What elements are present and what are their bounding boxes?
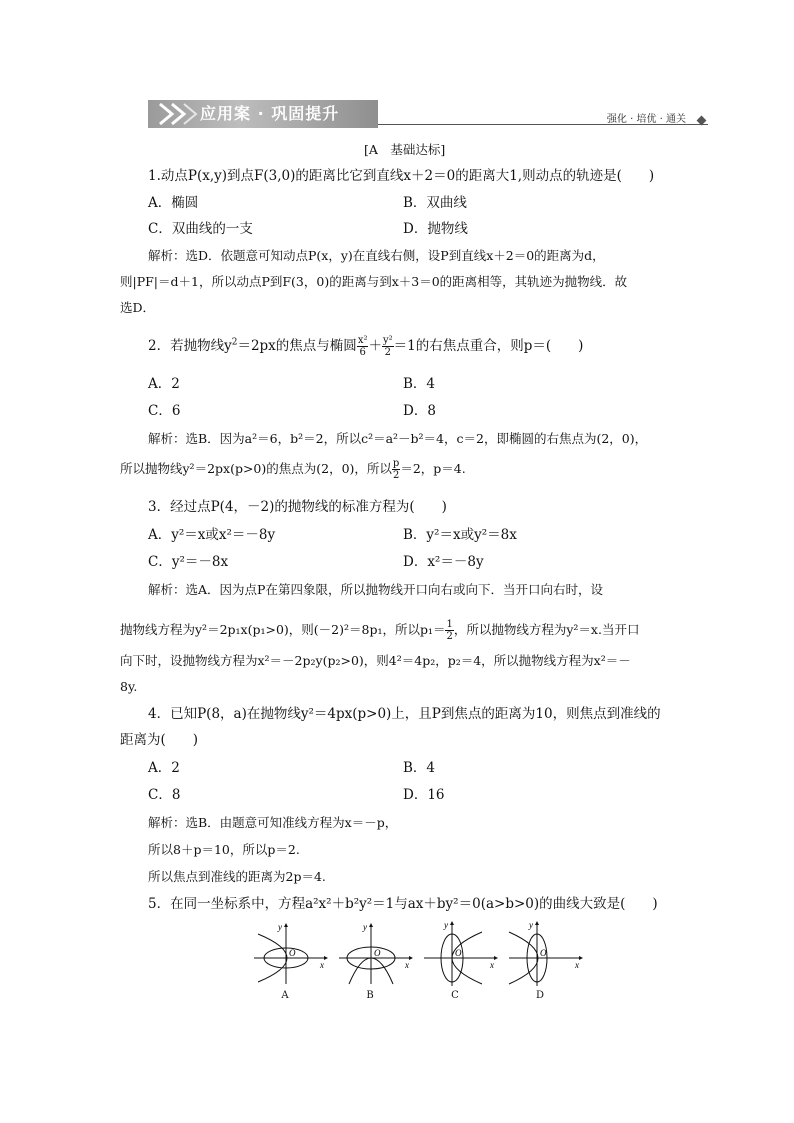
q4-stem-line2: 距离为( ) — [120, 732, 199, 748]
q3-solution-line1: 解析：选A．因为点P在第四象限，所以抛物线开口向右或向下．当开口向右时，设 — [148, 582, 603, 597]
q3-option-d: D．x²＝－8y — [403, 554, 484, 570]
q2-stem-part3: ＝1的右焦点重合，则p＝( ) — [393, 338, 584, 354]
figure-a-y-label: y — [278, 922, 282, 932]
q3-solution-line4: 8y. — [120, 679, 138, 694]
section-title: [A 基础达标] — [364, 142, 446, 157]
banner-title: 应用案 · 巩固提升 — [200, 104, 340, 123]
figure-d-y-label: y — [529, 920, 533, 930]
q3-option-c: C．y²＝－8x — [148, 554, 229, 570]
q3-solution-line2 — [120, 619, 639, 642]
frac-den: 2 — [384, 347, 391, 358]
q3-sol-part2: ，所以抛物线方程为y²＝x.当开口 — [453, 622, 640, 637]
q4-solution-line2: 所以8＋p＝10，所以p＝2. — [148, 842, 300, 857]
q4-solution-line3: 所以焦点到准线的距离为2p＝4. — [148, 869, 326, 884]
double-chevron-icon — [156, 102, 200, 126]
figure-d-origin: O — [540, 948, 547, 958]
q5-stem: 5．在同一坐标系中，方程a²x²＋b²y²＝1与ax＋by²＝0(a>b>0)的曲线大致是( ) — [148, 896, 658, 912]
q2-stem: 2．若抛物线$y^2=2px$的焦点与椭圆 $\frac{\text{x²}}{6}$ ＋ $\frac{\text{y²}}{2}$ ＝1的右焦点重合，则p＝( ) — [148, 335, 584, 358]
q2-option-d: D．8 — [403, 403, 436, 419]
q4-option-a: A．2 — [148, 760, 180, 776]
q1-solution-line1: 解析：选D．依题意可知动点P(x，y)在直线右侧，设P到直线x＋2＝0的距离为d， — [148, 248, 605, 263]
q1-solution-line3: 选D． — [120, 300, 156, 315]
frac-num: x² — [357, 335, 368, 346]
q1-stem: 1.动点P(x,y)到点F(3,0)的距离比它到直线x＋2＝0的距离大1,则动点的轨迹是( ) — [148, 168, 655, 184]
q3-solution-line3: 向下时，设抛物线方程为x²＝－2p₂y(p₂>0)，则4²＝4p₂，p₂＝4，所以抛物线方程为x²＝－ — [120, 653, 631, 668]
figure-a-label: A — [281, 990, 289, 1001]
figure-c-x-label: x — [490, 960, 494, 970]
q1-option-a: A．椭圆 — [148, 195, 199, 211]
figure-b-origin: O — [374, 948, 381, 958]
q3-option-a: A．y²＝x或x²＝－8y — [148, 527, 276, 543]
frac-den: 6 — [359, 347, 366, 358]
figure-b-y-label: y — [363, 922, 367, 932]
header-tagline: 强化 · 培优 · 通关 — [606, 114, 686, 125]
figure-c-label: C — [451, 990, 459, 1001]
figure-c-y-label: y — [444, 920, 448, 930]
q2-fraction-y — [382, 335, 394, 358]
q4-stem-line1: 4．已知P(8，a)在抛物线y²＝4px(p>0)上，且P到焦点的距离为10，则焦点到准线的 — [148, 706, 661, 722]
q1-option-c: C．双曲线的一支 — [148, 221, 253, 237]
q2-option-b: B．4 — [403, 376, 436, 392]
figure-a-origin: O — [289, 948, 296, 958]
figure-c-graph — [420, 918, 500, 990]
figure-a-x-label: x — [320, 960, 324, 970]
q4-solution-line1: 解析：选B．由题意可知准线方程为x＝－p， — [148, 815, 398, 830]
q4-option-c: C．8 — [148, 787, 181, 803]
figure-b — [335, 918, 409, 1001]
frac-den: 2 — [392, 470, 400, 481]
figure-d-label: D — [535, 990, 545, 1001]
frac-num: y² — [382, 335, 393, 346]
q2-sol-part2: ＝2，p＝4. — [400, 461, 466, 476]
q2-fraction-x — [357, 335, 369, 358]
q3-option-b: B．y²＝x或y²＝8x — [403, 527, 517, 543]
q4-option-d: D．16 — [403, 787, 445, 803]
q5-figures — [250, 918, 579, 1008]
q2-option-c: C．6 — [148, 403, 181, 419]
figure-a — [250, 918, 324, 1001]
q2-solution-line1: 解析：选B．因为a²＝6，b²＝2，所以c²＝a²－b²＝4，c＝2，即椭圆的右焦点为(2，0)， — [148, 431, 648, 446]
q1-option-d: D．抛物线 — [403, 221, 468, 237]
q3-sol-fraction — [445, 619, 453, 642]
q4-option-b: B．4 — [403, 760, 436, 776]
q2-stem-part2: ＝2px的焦点与椭圆 — [237, 338, 357, 354]
frac-num: 1 — [446, 619, 453, 630]
figure-a-graph — [250, 918, 330, 990]
figure-c — [420, 918, 494, 1001]
q1-solution-line2: 则|PF|＝d＋1，所以动点P到F(3，0)的距离与到x＋3＝0的距离相等，其轨迹为抛物线．故 — [120, 274, 628, 289]
figure-c-origin: O — [455, 948, 462, 958]
figure-d-x-label: x — [575, 960, 579, 970]
figure-b-x-label: x — [405, 960, 409, 970]
q2-solution-line2 — [120, 458, 466, 481]
q2-stem-part1: 2．若抛物线y — [148, 338, 232, 354]
figure-d — [505, 918, 579, 1001]
q2-option-a: A．2 — [148, 376, 180, 392]
frac-den: 2 — [446, 631, 453, 642]
q2-sol-part1: 所以抛物线y²＝2px(p>0)的焦点为(2，0)，所以 — [120, 461, 392, 476]
q3-stem: 3．经过点P(4，－2)的抛物线的标准方程为( ) — [148, 499, 447, 515]
figure-b-label: B — [366, 990, 374, 1001]
q1-option-b: B．双曲线 — [403, 195, 467, 211]
figure-d-graph — [505, 918, 585, 990]
q3-sol-part1: 抛物线方程为y²＝2p₁x(p₁>0)，则(－2)²＝8p₁，所以p₁＝ — [120, 622, 446, 637]
figure-b-graph — [335, 918, 415, 990]
header-banner — [148, 100, 378, 128]
frac-num: p — [392, 458, 400, 469]
